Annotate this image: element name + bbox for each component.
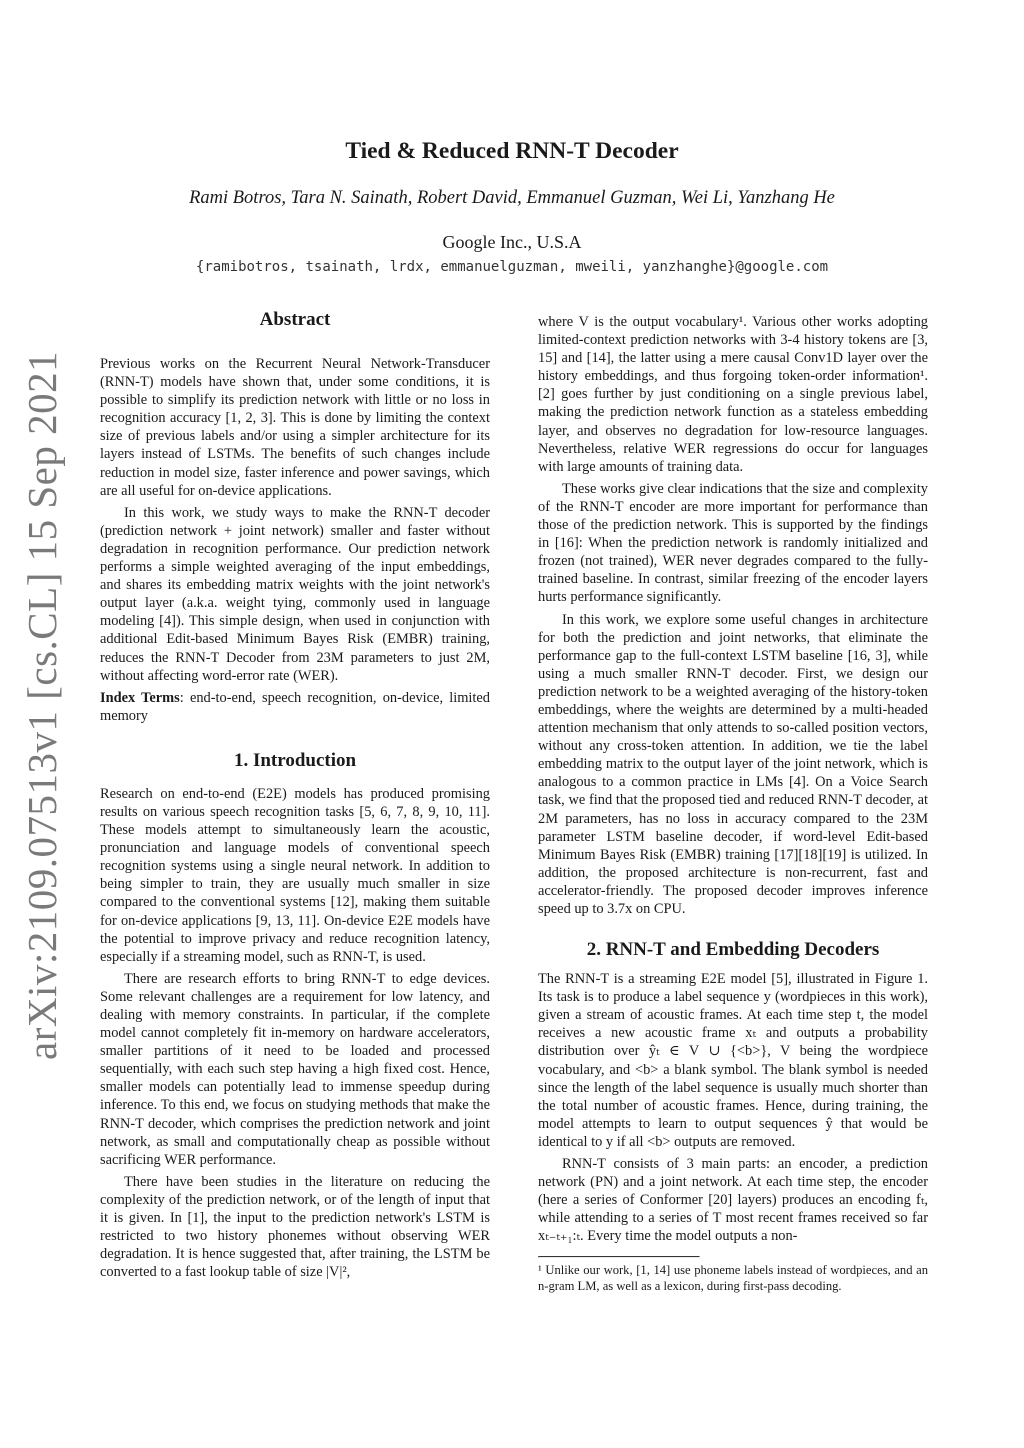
index-terms-label: Index Terms	[100, 689, 180, 706]
arxiv-identifier-stamp: arXiv:2109.07513v1 [cs.CL] 15 Sep 2021	[19, 350, 65, 1060]
abstract-paragraph-1: Previous works on the Recurrent Neural Network-Transducer (RNN-T) models have shown that, under some conditions, it is possible to simplify its prediction network with little or no loss in recognition accuracy [1, 2, 3]. This is done by limiting the context size of previous labels and/or using a simpler architecture for its layers instead of LSTMs. The benefits of such changes include reduction in model size, faster inference and power savings, which are all useful for on-device applications.	[100, 356, 490, 499]
right-column	[538, 313, 928, 1294]
footnote-1: ¹ Unlike our work, [1, 14] use phoneme labels instead of wordpieces, and an n-gram LM, as well as a lexicon, during first-pass decoding.	[538, 1262, 928, 1293]
intro-paragraph-4: These works give clear indications that the size and complexity of the RNN-T encoder are more important for performance than those of the prediction network. This is supported by the findings in [16]: When the prediction network is randomly initialized and frozen (not trained), WER never degrades compared to the fully-trained baseline. In contrast, similar freezing of the encoder layers hurts performance significantly.	[538, 480, 928, 606]
index-terms-text: : end-to-end, speech recognition, on-device, limited memory	[100, 689, 491, 724]
footnote-rule	[538, 1256, 700, 1258]
section-2-paragraph-2: RNN-T consists of 3 main parts: an encoder, a prediction network (PN) and a joint network. At each time step, the encoder (here a series of Conformer [20] layers) produces an encoding fₜ, while attending to a series of T most recent frames received so far xₜ₋ₜ₊₁:ₜ. Every time the model outputs a non-	[538, 1156, 928, 1245]
intro-paragraph-1: Research on end-to-end (E2E) models has produced promising results on various speech recognition tasks [5, 6, 7, 8, 9, 10, 11]. These models attempt to simultaneously learn the acoustic, pronunciation and language models of conventional speech recognition systems using a single neural network. In addition to being simpler to train, they are usually much smaller in size compared to the conventional systems [12], making them suitable for on-device applications [9, 13, 11]. On-device E2E models have the potential to improve privacy and reduce recognition latency, especially if a streaming model, such as RNN-T, is used.	[100, 785, 490, 965]
abstract-paragraph-2: In this work, we study ways to make the RNN-T decoder (prediction network + joint network) smaller and faster without degradation in recognition performance. Our prediction network performs a simple weighted averaging of the input embeddings, and shares its embedding matrix weights with the joint network's output layer (a.k.a. weight tying, commonly used in language modeling [4]). This simple design, when used in conjunction with additional Edit-based Minimum Bayes Risk (EMBR) training, reduces the RNN-T Decoder from 23M parameters to just 2M, without affecting word-error rate (WER).	[100, 504, 490, 684]
author-emails: {ramibotros, tsainath, lrdx, emmanuelguzman, mweili, yanzhanghe}@google.com	[195, 259, 829, 275]
author-list: Rami Botros, Tara N. Sainath, Robert David, Emmanuel Guzman, Wei Li, Yanzhang He	[189, 188, 835, 208]
index-terms	[100, 689, 490, 725]
intro-paragraph-2: There are research efforts to bring RNN-T to edge devices. Some relevant challenges are a requirement for low latency, and dealing with memory constraints. In particular, if the complete model cannot completely fit in-memory on hardware accelerators, smaller partitions of it need to be loaded and processed sequentially, with each such step having a high fixed cost. Hence, smaller models can potentially lead to immense speedup during inference. To this end, we focus on studying methods that make the RNN-T decoder, which comprises the prediction network and joint network, as small and computationally cheap as possible without sacrificing WER performance.	[100, 970, 490, 1168]
left-column	[100, 308, 490, 1281]
intro-continued-paragraph: where V is the output vocabulary¹. Various other works adopting limited-context prediction networks with 3-4 history tokens are [3, 15] and [14], the latter using a mere causal Conv1D layer over the history embeddings, and thus forgoing token-order information¹. [2] goes further by just conditioning on a single previous label, making the prediction network function as a stateless embedding layer, and observes no degradation for low-resource languages. Nevertheless, relative WER regressions do occur for languages with large amounts of training data.	[538, 314, 928, 475]
affiliation: Google Inc., U.S.A	[442, 232, 582, 252]
paper-title: Tied & Reduced RNN-T Decoder	[345, 138, 679, 164]
section-2-paragraph-1: The RNN-T is a streaming E2E model [5], illustrated in Figure 1. Its task is to produce a label sequence y (wordpieces in this work), given a stream of acoustic frames. At each time step t, the model receives a new acoustic frame xₜ and outputs a probability distribution over ŷₜ ∈ V ∪ {<b>}, V being the wordpiece vocabulary, and <b> a blank symbol. The blank symbol is needed since the length of the label sequence is usually much shorter than the total number of acoustic frames. Hence, during training, the model attempts to learn to output sequences ŷ that would be identical to y if all <b> outputs are removed.	[538, 971, 928, 1150]
intro-paragraph-3: There have been studies in the literature on reducing the complexity of the prediction network, or of the length of input that it is given. In [1], the input to the prediction network's LSTM is restricted to two history phonemes without observing WER degradation. It is hence suggested that, after training, the LSTM be converted to a fast lookup table of size |V|²,	[100, 1173, 490, 1281]
intro-paragraph-5: In this work, we explore some useful changes in architecture for both the prediction and joint networks, that eliminate the performance gap to the full-context LSTM baseline [16, 3], while using a much smaller RNN-T decoder. First, we design our prediction network to be a weighted averaging of the history-token embeddings, where the weights are determined by a multi-headed attention mechanism that only attends to so-called position vectors, without any cross-token attention. In addition, we tie the label embedding matrix to the output layer of the joint network, which is analogous to a common practice in LMs [4]. On a Voice Search task, we find that the proposed tied and reduced RNN-T decoder, at 2M parameters, has no loss in accuracy compared to the 23M parameter LSTM baseline decoder, if word-level Edit-based Minimum Bayes Risk (EMBR) training [17][18][19] is utilized. In addition, the proposed architecture is non-recurrent, fast and accelerator-friendly. The proposed decoder improves inference speed up to 3.7x on CPU.	[538, 611, 928, 917]
section-2-heading: 2. RNN-T and Embedding Decoders	[586, 939, 880, 961]
introduction-heading: 1. Introduction	[233, 749, 357, 771]
abstract-heading: Abstract	[259, 309, 331, 330]
